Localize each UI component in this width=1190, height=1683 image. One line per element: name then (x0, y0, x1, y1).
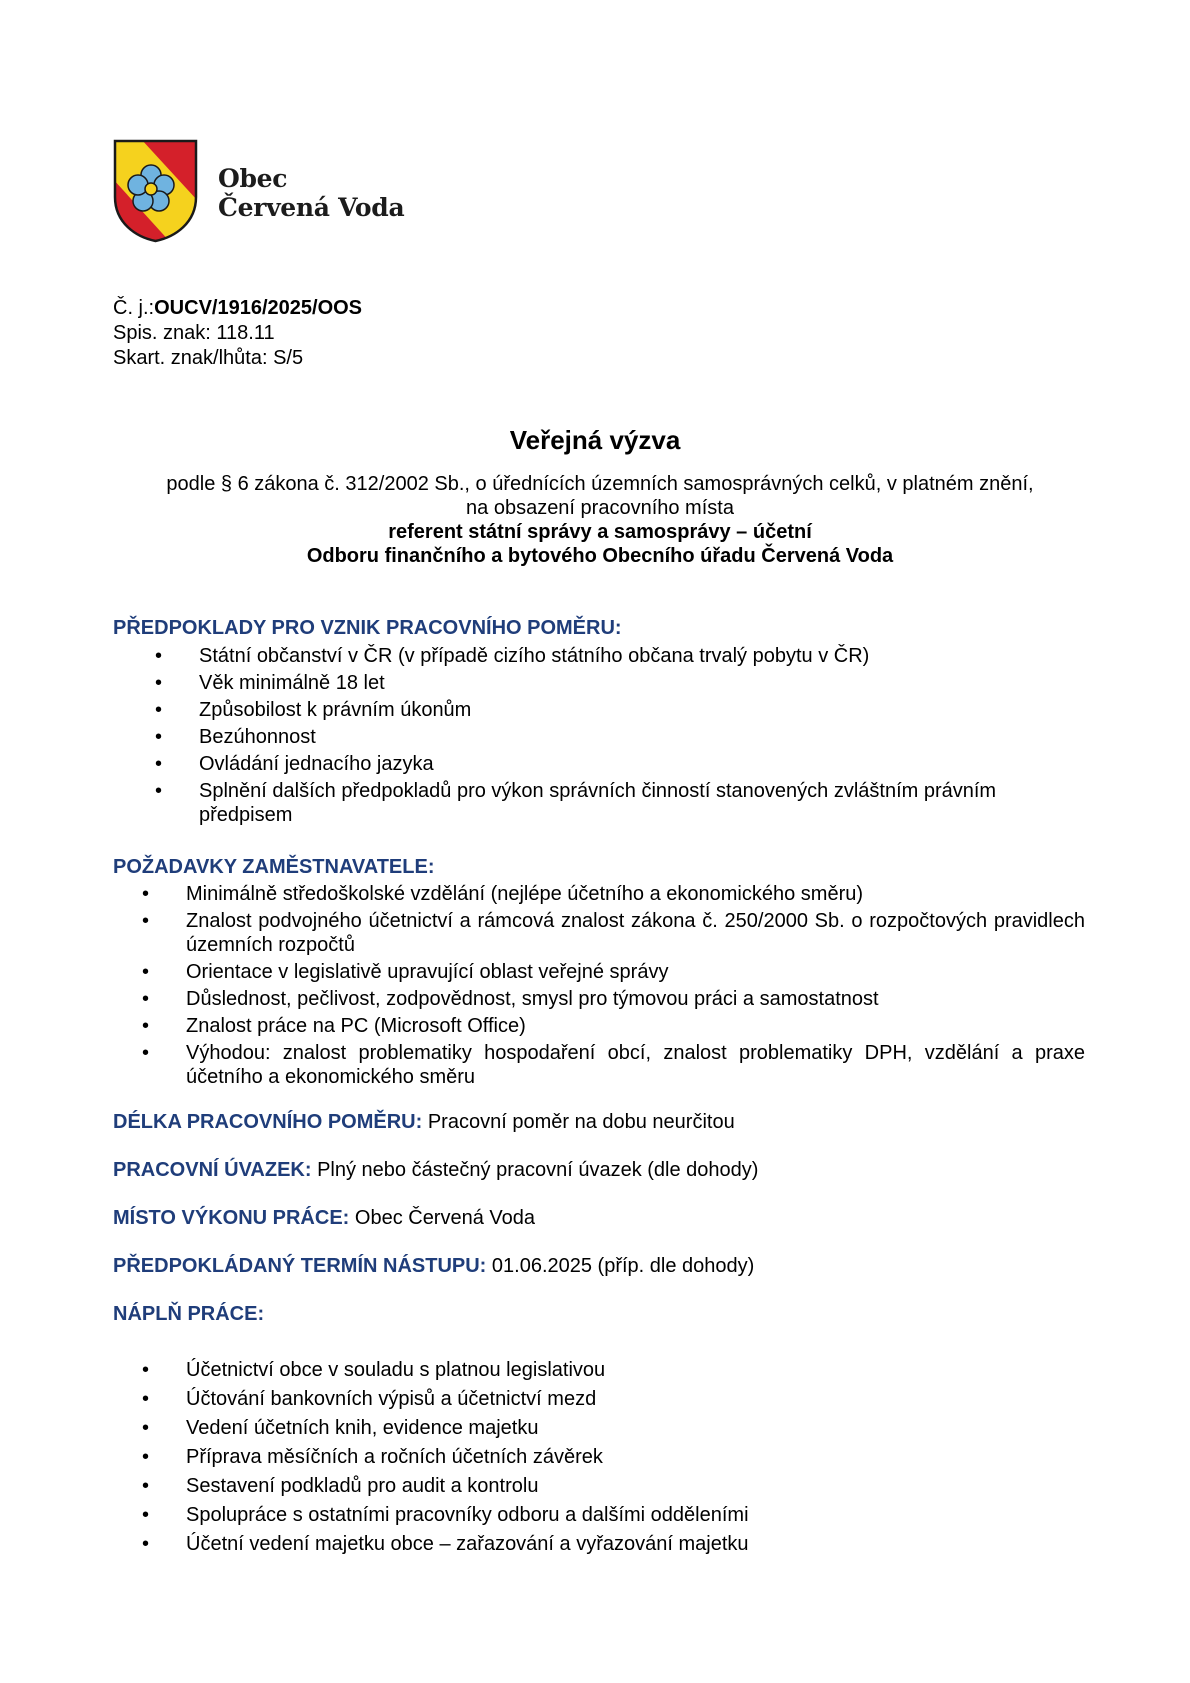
list-item: • Znalost podvojného účetnictví a rámcová znalost zákona č. 250/2000 Sb. o rozpočtových pravidlech územních rozpočtů (186, 909, 1085, 957)
napln-list (186, 1356, 1066, 1559)
section-heading-napln: NÁPLŇ PRÁCE: (113, 1303, 265, 1325)
list-item: • Účetní vedení majetku obce – zařazování a vyřazování majetku (186, 1530, 1066, 1559)
section-delka (113, 1111, 735, 1134)
delka-label: DÉLKA PRACOVNÍHO POMĚRU: (113, 1111, 423, 1133)
cj-value: OUCV/1916/2025/OOS (154, 297, 363, 319)
list-item: • Minimálně středoškolské vzdělání (nejlépe účetního a ekonomického směru) (186, 882, 1085, 906)
section-uvazek (113, 1159, 758, 1182)
delka-value: Pracovní poměr na dobu neurčitou (422, 1111, 735, 1133)
pozadavky-list (186, 882, 1085, 1092)
misto-value: Obec Červená Voda (349, 1207, 536, 1229)
uvazek-value: Plný nebo částečný pracovní úvazek (dle dohody) (311, 1159, 759, 1181)
uvazek-label: PRACOVNÍ ÚVAZEK: (113, 1159, 312, 1181)
section-heading-pozadavky: POŽADAVKY ZAMĚSTNAVATELE: (113, 856, 435, 878)
intro-block (100, 472, 1100, 568)
misto-label: MÍSTO VÝKONU PRÁCE: (113, 1207, 350, 1229)
reference-skart: Skart. znak/lhůta: S/5 (113, 347, 304, 369)
reference-block (113, 296, 362, 371)
section-misto (113, 1207, 535, 1230)
termin-label: PŘEDPOKLÁDANÝ TERMÍN NÁSTUPU: (113, 1255, 487, 1277)
list-item: • Bezúhonnost (199, 725, 1085, 749)
list-item: • Znalost práce na PC (Microsoft Office) (186, 1014, 1085, 1038)
section-heading-predpoklady: PŘEDPOKLADY PRO VZNIK PRACOVNÍHO POMĚRU: (113, 617, 622, 639)
intro-line1: podle § 6 zákona č. 312/2002 Sb., o úřednících územních samosprávných celků, v platném znění, (166, 473, 1034, 495)
list-item: • Orientace v legislativě upravující oblast veřejné správy (186, 960, 1085, 984)
list-item: • Výhodou: znalost problematiky hospodaření obcí, znalost problematiky DPH, vzdělání a praxe účetního a ekonomického směru (186, 1041, 1085, 1089)
list-item: • Příprava měsíčních a ročních účetních závěrek (186, 1443, 1066, 1472)
intro-department: Odboru finančního a bytového Obecního úřadu Červená Voda (306, 545, 894, 567)
cj-label: Č. j.: (113, 297, 155, 319)
list-item: • Státní občanství v ČR (v případě cizího státního občana trvalý pobytu v ČR) (199, 644, 1085, 668)
municipality-logo (113, 139, 413, 249)
logo-line2: Červená Voda (218, 193, 405, 222)
list-item: • Ovládání jednacího jazyka (199, 752, 1085, 776)
logo-line1: Obec (218, 164, 288, 193)
reference-cj (113, 296, 362, 321)
list-item: • Způsobilost k právním úkonům (199, 698, 1085, 722)
list-item: • Vedení účetních knih, evidence majetku (186, 1414, 1066, 1443)
predpoklady-list (199, 644, 1085, 830)
list-item: • Splnění dalších předpokladů pro výkon správních činností stanovených zvláštním právním předpisem (199, 779, 1085, 827)
list-item: • Věk minimálně 18 let (199, 671, 1085, 695)
list-item: • Účtování bankovních výpisů a účetnictví mezd (186, 1385, 1066, 1414)
intro-position: referent státní správy a samosprávy – účetní (388, 521, 812, 543)
coat-of-arms-icon (113, 139, 198, 243)
list-item: • Sestavení podkladů pro audit a kontrolu (186, 1472, 1066, 1501)
list-item: • Důslednost, pečlivost, zodpovědnost, smysl pro týmovou práci a samostatnost (186, 987, 1085, 1011)
list-item: • Spolupráce s ostatními pracovníky odboru a dalšími odděleními (186, 1501, 1066, 1530)
document-title: Veřejná výzva (509, 425, 681, 455)
reference-spis: Spis. znak: 118.11 (113, 322, 275, 344)
logo-text (218, 164, 404, 222)
termin-value: 01.06.2025 (příp. dle dohody) (486, 1255, 755, 1277)
intro-line2: na obsazení pracovního místa (466, 497, 734, 519)
list-item: • Účetnictví obce v souladu s platnou legislativou (186, 1356, 1066, 1385)
section-termin (113, 1255, 754, 1278)
